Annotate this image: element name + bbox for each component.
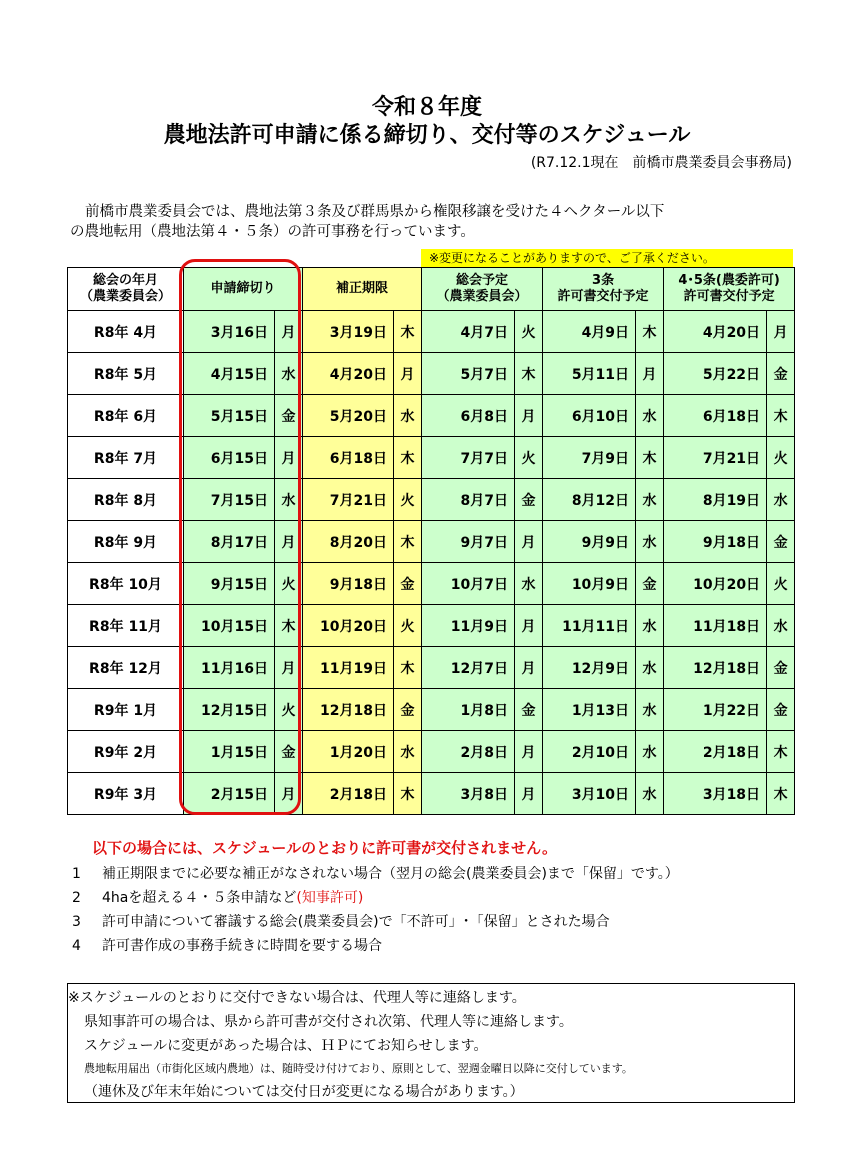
table-row (68, 689, 795, 731)
art45-weekday-cell: 金 (767, 353, 795, 395)
deadline-date-cell: 5月15日 (184, 395, 275, 437)
correction-weekday-cell: 金 (394, 689, 422, 731)
deadline-weekday-cell: 金 (275, 731, 303, 773)
month-cell: R8年 6月 (68, 395, 184, 437)
correction-date-cell: 4月20日 (303, 353, 394, 395)
meeting-date-cell: 6月8日 (422, 395, 515, 437)
header-art3-line2: 許可書交付予定 (557, 289, 649, 304)
art3-weekday-cell: 水 (636, 605, 664, 647)
deadline-date-cell: 1月15日 (184, 731, 275, 773)
meeting-weekday-cell: 月 (515, 521, 543, 563)
month-cell: R8年 12月 (68, 647, 184, 689)
condition-item (72, 863, 679, 883)
meeting-date-cell: 8月7日 (422, 479, 515, 521)
table-row (68, 647, 795, 689)
correction-weekday-cell: 木 (394, 437, 422, 479)
header-art45 (664, 268, 795, 311)
deadline-weekday-cell: 月 (275, 773, 303, 815)
art45-weekday-cell: 水 (767, 605, 795, 647)
meeting-date-cell: 7月7日 (422, 437, 515, 479)
correction-weekday-cell: 火 (394, 605, 422, 647)
correction-weekday-cell: 火 (394, 479, 422, 521)
art45-weekday-cell: 水 (767, 479, 795, 521)
header-row (68, 268, 795, 311)
deadline-date-cell: 12月15日 (184, 689, 275, 731)
meeting-date-cell: 12月7日 (422, 647, 515, 689)
art3-weekday-cell: 水 (636, 647, 664, 689)
condition-number: 1 (72, 866, 81, 882)
meeting-date-cell: 5月7日 (422, 353, 515, 395)
month-cell: R8年 9月 (68, 521, 184, 563)
month-cell: R8年 5月 (68, 353, 184, 395)
condition-item (72, 935, 382, 955)
correction-date-cell: 5月20日 (303, 395, 394, 437)
correction-weekday-cell: 木 (394, 311, 422, 353)
header-meeting-line2: （農業委員会） (436, 289, 528, 304)
table-row (68, 353, 795, 395)
art3-date-cell: 7月9日 (543, 437, 636, 479)
month-cell: R8年 11月 (68, 605, 184, 647)
art45-date-cell: 8月19日 (664, 479, 767, 521)
art45-weekday-cell: 月 (767, 311, 795, 353)
condition-number: 3 (72, 914, 81, 930)
meeting-weekday-cell: 火 (515, 437, 543, 479)
header-art3 (543, 268, 664, 311)
meeting-weekday-cell: 月 (515, 605, 543, 647)
meeting-weekday-cell: 金 (515, 479, 543, 521)
meeting-weekday-cell: 水 (515, 563, 543, 605)
art45-weekday-cell: 金 (767, 647, 795, 689)
header-art45-line2: 許可書交付予定 (683, 289, 775, 304)
table-row (68, 521, 795, 563)
meeting-date-cell: 3月8日 (422, 773, 515, 815)
art3-date-cell: 9月9日 (543, 521, 636, 563)
correction-weekday-cell: 水 (394, 731, 422, 773)
month-cell: R8年 10月 (68, 563, 184, 605)
month-cell: R8年 8月 (68, 479, 184, 521)
art3-weekday-cell: 水 (636, 773, 664, 815)
meeting-weekday-cell: 木 (515, 353, 543, 395)
note-line-5: （連休及び年末年始については交付日が変更になる場合があります。） (84, 1084, 524, 1100)
header-meeting (422, 268, 543, 311)
art3-date-cell: 12月9日 (543, 647, 636, 689)
deadline-date-cell: 3月16日 (184, 311, 275, 353)
warning-heading: 以下の場合には、スケジュールのとおりに許可書が交付されません。 (92, 839, 558, 857)
month-cell: R9年 2月 (68, 731, 184, 773)
meeting-weekday-cell: 月 (515, 773, 543, 815)
art45-date-cell: 9月18日 (664, 521, 767, 563)
correction-date-cell: 9月18日 (303, 563, 394, 605)
deadline-weekday-cell: 月 (275, 311, 303, 353)
correction-weekday-cell: 水 (394, 395, 422, 437)
header-deadline-label: 申請締切り (210, 281, 276, 296)
deadline-date-cell: 2月15日 (184, 773, 275, 815)
art45-weekday-cell: 木 (767, 395, 795, 437)
condition-number: 4 (72, 938, 81, 954)
table-row (68, 479, 795, 521)
note-line-3: スケジュールに変更があった場合は、ＨＰにてお知らせします。 (84, 1038, 488, 1054)
art45-date-cell: 12月18日 (664, 647, 767, 689)
meeting-weekday-cell: 火 (515, 311, 543, 353)
condition-item (72, 911, 610, 931)
month-cell: R8年 7月 (68, 437, 184, 479)
note-line-1: ※スケジュールのとおりに交付できない場合は、代理人等に連絡します。 (68, 990, 526, 1006)
art45-date-cell: 2月18日 (664, 731, 767, 773)
header-correction (303, 268, 422, 311)
meeting-date-cell: 9月7日 (422, 521, 515, 563)
art45-date-cell: 7月21日 (664, 437, 767, 479)
art45-weekday-cell: 木 (767, 773, 795, 815)
header-month-line2: （農業委員会） (79, 289, 171, 304)
correction-date-cell: 11月19日 (303, 647, 394, 689)
art45-date-cell: 11月18日 (664, 605, 767, 647)
art3-weekday-cell: 水 (636, 521, 664, 563)
header-art45-line1: 4･5条(農委許可) (678, 273, 780, 288)
art3-date-cell: 8月12日 (543, 479, 636, 521)
art3-weekday-cell: 月 (636, 353, 664, 395)
meeting-weekday-cell: 月 (515, 395, 543, 437)
meeting-date-cell: 11月9日 (422, 605, 515, 647)
condition-text: 4haを超える４・５条申請など (102, 890, 297, 906)
art3-date-cell: 2月10日 (543, 731, 636, 773)
deadline-weekday-cell: 水 (275, 353, 303, 395)
art45-date-cell: 4月20日 (664, 311, 767, 353)
intro-paragraph (70, 202, 790, 242)
notes-box (67, 983, 795, 1103)
correction-date-cell: 12月18日 (303, 689, 394, 731)
correction-weekday-cell: 金 (394, 563, 422, 605)
art3-date-cell: 11月11日 (543, 605, 636, 647)
art3-date-cell: 10月9日 (543, 563, 636, 605)
art45-date-cell: 6月18日 (664, 395, 767, 437)
table-row (68, 437, 795, 479)
deadline-date-cell: 8月17日 (184, 521, 275, 563)
condition-text: 補正期限までに必要な補正がなされない場合（翌月の総会(農業委員会)まで「保留」です。） (102, 866, 679, 882)
art3-weekday-cell: 金 (636, 563, 664, 605)
deadline-date-cell: 7月15日 (184, 479, 275, 521)
document-title: 農地法許可申請に係る締切り、交付等のスケジュール (163, 123, 691, 148)
deadline-weekday-cell: 金 (275, 395, 303, 437)
art45-weekday-cell: 金 (767, 521, 795, 563)
deadline-date-cell: 9月15日 (184, 563, 275, 605)
meeting-weekday-cell: 金 (515, 689, 543, 731)
intro-line-2: の農地転用（農地法第４・５条）の許可事務を行っています。 (70, 224, 475, 240)
meeting-weekday-cell: 月 (515, 647, 543, 689)
deadline-weekday-cell: 水 (275, 479, 303, 521)
art45-date-cell: 3月18日 (664, 773, 767, 815)
header-correction-label: 補正期限 (336, 281, 389, 296)
correction-weekday-cell: 木 (394, 647, 422, 689)
meeting-date-cell: 1月8日 (422, 689, 515, 731)
deadline-date-cell: 6月15日 (184, 437, 275, 479)
art3-weekday-cell: 水 (636, 395, 664, 437)
art45-date-cell: 5月22日 (664, 353, 767, 395)
deadline-weekday-cell: 月 (275, 521, 303, 563)
art45-weekday-cell: 木 (767, 731, 795, 773)
table-row (68, 563, 795, 605)
art45-date-cell: 1月22日 (664, 689, 767, 731)
art3-weekday-cell: 水 (636, 689, 664, 731)
header-month (68, 268, 184, 311)
table-row (68, 395, 795, 437)
condition-red-note: (知事許可) (296, 890, 364, 906)
as-of-note: (R7.12.1現在 前橋市農業委員会事務局) (530, 155, 792, 171)
correction-weekday-cell: 木 (394, 773, 422, 815)
art3-date-cell: 3月10日 (543, 773, 636, 815)
correction-date-cell: 7月21日 (303, 479, 394, 521)
header-meeting-line1: 総会予定 (456, 273, 509, 288)
deadline-date-cell: 11月16日 (184, 647, 275, 689)
correction-date-cell: 3月19日 (303, 311, 394, 353)
art3-date-cell: 1月13日 (543, 689, 636, 731)
deadline-date-cell: 10月15日 (184, 605, 275, 647)
deadline-weekday-cell: 月 (275, 437, 303, 479)
condition-item (72, 887, 363, 907)
meeting-date-cell: 4月7日 (422, 311, 515, 353)
intro-line-1: 前橋市農業委員会では、農地法第３条及び群馬県から権限移譲を受けた４ヘクタール以下 (85, 204, 665, 220)
correction-date-cell: 1月20日 (303, 731, 394, 773)
correction-weekday-cell: 月 (394, 353, 422, 395)
month-cell: R9年 1月 (68, 689, 184, 731)
deadline-weekday-cell: 火 (275, 563, 303, 605)
note-line-2: 県知事許可の場合は、県から許可書が交付され次第、代理人等に連絡します。 (84, 1014, 573, 1030)
deadline-weekday-cell: 月 (275, 647, 303, 689)
correction-date-cell: 6月18日 (303, 437, 394, 479)
table-row (68, 773, 795, 815)
meeting-date-cell: 2月8日 (422, 731, 515, 773)
meeting-date-cell: 10月7日 (422, 563, 515, 605)
art45-weekday-cell: 火 (767, 563, 795, 605)
table-row (68, 605, 795, 647)
document-year-title: 令和８年度 (371, 95, 482, 120)
art3-date-cell: 4月9日 (543, 311, 636, 353)
note-line-4: 農地転用届出（市街化区域内農地）は、随時受け付けており、原則として、翌週金曜日以降に交付しています。 (84, 1062, 633, 1075)
art3-weekday-cell: 水 (636, 479, 664, 521)
deadline-weekday-cell: 木 (275, 605, 303, 647)
table-row (68, 311, 795, 353)
month-cell: R8年 4月 (68, 311, 184, 353)
condition-number: 2 (72, 890, 81, 906)
art45-date-cell: 10月20日 (664, 563, 767, 605)
deadline-highlight-box (179, 259, 301, 815)
condition-text: 許可申請について審議する総会(農業委員会)で「不許可」･「保留」とされた場合 (102, 914, 610, 930)
art3-weekday-cell: 木 (636, 311, 664, 353)
schedule-table (67, 267, 795, 815)
correction-weekday-cell: 木 (394, 521, 422, 563)
art3-weekday-cell: 木 (636, 437, 664, 479)
condition-text: 許可書作成の事務手続きに時間を要する場合 (102, 938, 382, 954)
deadline-weekday-cell: 火 (275, 689, 303, 731)
correction-date-cell: 10月20日 (303, 605, 394, 647)
art45-weekday-cell: 火 (767, 437, 795, 479)
deadline-date-cell: 4月15日 (184, 353, 275, 395)
header-art3-line1: 3条 (592, 273, 615, 288)
correction-date-cell: 8月20日 (303, 521, 394, 563)
meeting-weekday-cell: 月 (515, 731, 543, 773)
art3-date-cell: 6月10日 (543, 395, 636, 437)
art3-date-cell: 5月11日 (543, 353, 636, 395)
correction-date-cell: 2月18日 (303, 773, 394, 815)
table-row (68, 731, 795, 773)
header-month-line1: 総会の年月 (92, 273, 158, 288)
month-cell: R9年 3月 (68, 773, 184, 815)
change-notice: ※変更になることがありますので、ご了承ください。 (421, 249, 793, 267)
art45-weekday-cell: 金 (767, 689, 795, 731)
art3-weekday-cell: 水 (636, 731, 664, 773)
